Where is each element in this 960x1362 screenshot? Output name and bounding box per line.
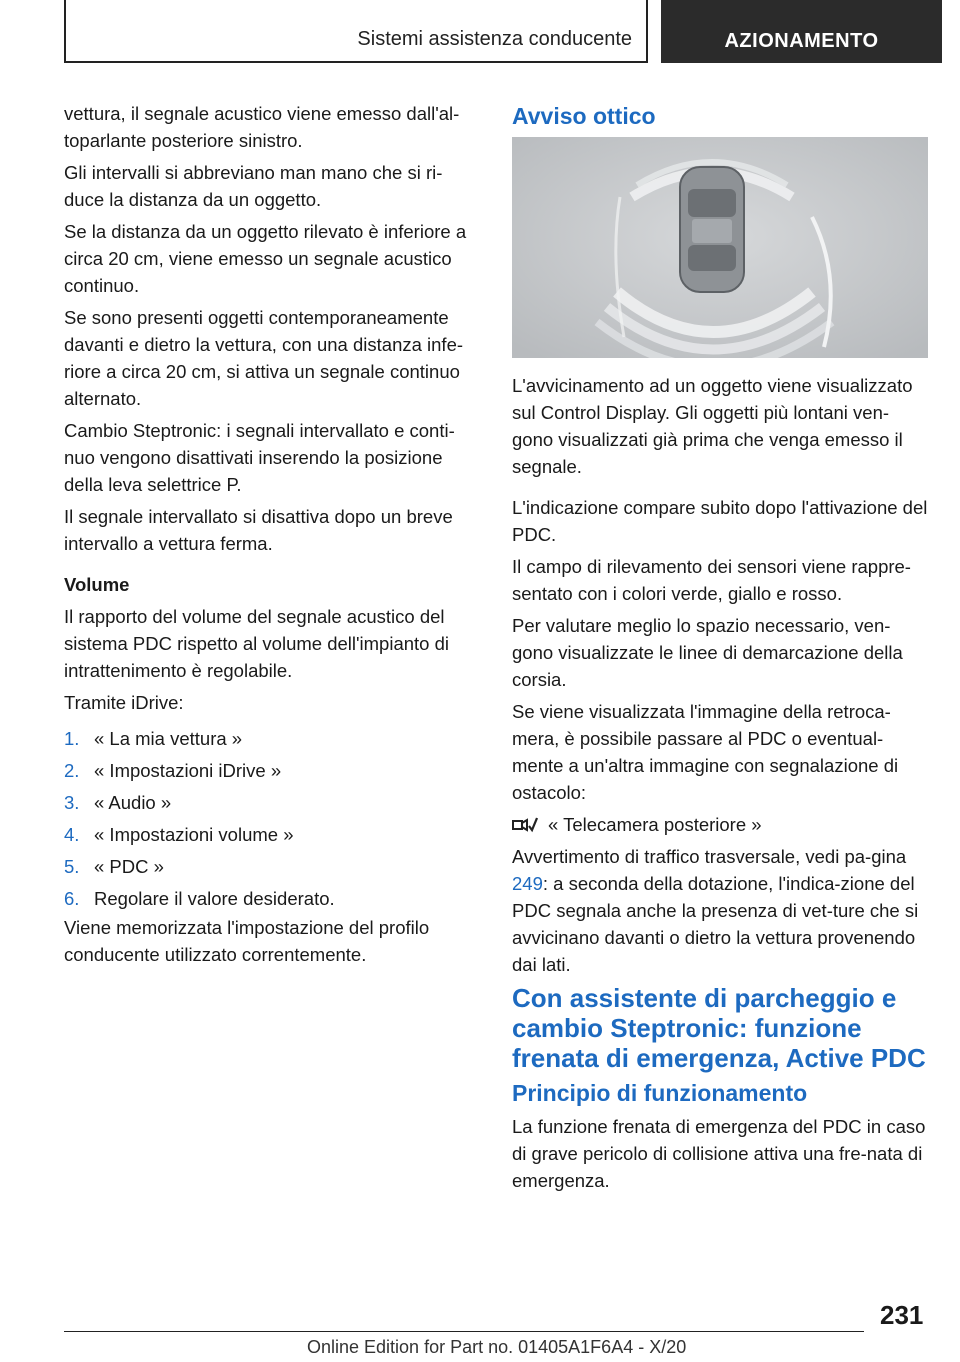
step-text: « Audio »: [94, 791, 172, 813]
paragraph: Il segnale intervallato si disattiva dopo un breve intervallo a vettura ferma.: [64, 506, 453, 554]
paragraph: Il campo di rilevamento dei sensori viene rappre-sentato con i colori verde, giallo e rosso.: [512, 556, 911, 604]
paragraph: [512, 843, 930, 978]
list-item: [64, 754, 476, 786]
list-item: [64, 882, 476, 914]
paragraph: Se viene visualizzata l'immagine della retroca-mera, è possibile passare al PDC o eventual-mente a un'altra immagine con segnalazione di ostacolo:: [512, 701, 899, 803]
step-text: « Impostazioni iDrive »: [94, 759, 282, 781]
paragraph: L'indicazione compare subito dopo l'attivazione del PDC.: [512, 497, 928, 545]
paragraph: Se sono presenti oggetti contemporaneamente davanti e dietro la vettura, con una distanza infe-riore a circa 20 cm, si attiva un segnale continuo alternato.: [64, 307, 464, 409]
header-chapter-title: AZIONAMENTO: [724, 30, 879, 52]
closing-text: Viene memorizzata l'impostazione del profilo conducente utilizzato correntemente.: [64, 917, 430, 965]
paragraph: vettura, il segnale acustico viene emesso dall'al-toparlante posteriore sinistro.: [64, 103, 460, 151]
camera-option-line: [512, 811, 930, 838]
pdc-illustration: [512, 137, 928, 358]
list-item: [64, 722, 476, 754]
left-column: [64, 100, 476, 973]
right-column: [512, 100, 930, 1199]
paragraph: Se la distanza da un oggetto rilevato è inferiore a circa 20 cm, viene emesso un segnale acustico continuo.: [64, 221, 467, 296]
header-chapter-box: [661, 0, 942, 63]
list-item: [64, 818, 476, 850]
step-number: 1.: [64, 727, 80, 749]
cross-traffic-text-end: : a seconda della dotazione, l'indica-zione del PDC segnala anche la presenza di vet-ture che si avvicinano davanti o dietro la vettura provenendo dai lati.: [512, 873, 919, 975]
step-number: 6.: [64, 887, 80, 909]
step-number: 3.: [64, 791, 80, 813]
list-item: [64, 786, 476, 818]
paragraph: Gli intervalli si abbreviano man mano che si ri-duce la distanza da un oggetto.: [64, 162, 443, 210]
step-number: 2.: [64, 759, 80, 781]
camera-option-label: « Telecamera posteriore »: [548, 814, 762, 835]
paragraph: L'avvicinamento ad un oggetto viene visualizzato sul Control Display. Gli oggetti più lontani ven-gono visualizzati già prima che venga emesso il segnale.: [512, 375, 913, 477]
page-number: 231: [880, 1300, 924, 1330]
avviso-ottico-heading: Avviso ottico: [512, 103, 656, 129]
idrive-intro: Tramite iDrive:: [64, 692, 184, 713]
header-section-box: [64, 0, 648, 63]
cross-traffic-text-start: Avvertimento di traffico trasversale, vedi pa-gina: [512, 846, 907, 867]
subsection-title: Principio di funzionamento: [512, 1080, 808, 1106]
volume-text: Il rapporto del volume del segnale acustico del sistema PDC rispetto al volume dell'impianto di intrattenimento è regolabile.: [64, 606, 449, 681]
section-title: Con assistente di parcheggio e cambio Steptronic: funzione frenata di emergenza, Active PDC: [512, 983, 926, 1073]
step-number: 5.: [64, 855, 80, 877]
step-text: Regolare il valore desiderato.: [94, 887, 335, 909]
step-number: 4.: [64, 823, 80, 845]
footer-edition: Online Edition for Part no. 01405A1F6A4 - X/20: [307, 1337, 687, 1357]
step-text: « Impostazioni volume »: [94, 823, 294, 845]
header-section-title: Sistemi assistenza conducente: [357, 28, 632, 50]
idrive-steps-list: [64, 722, 476, 914]
paragraph: Cambio Steptronic: i segnali intervallato e conti-nuo vengono disattivati inserendo la posizione della leva selettrice P.: [64, 420, 455, 495]
paragraph: La funzione frenata di emergenza del PDC in caso di grave pericolo di collisione attiva una fre-nata di emergenza.: [512, 1116, 926, 1191]
rear-camera-icon: [512, 814, 538, 836]
step-text: « La mia vettura »: [94, 727, 243, 749]
volume-heading: Volume: [64, 574, 130, 595]
car-top-view-image: [512, 137, 928, 358]
paragraph: Per valutare meglio lo spazio necessario, ven-gono visualizzate le linee di demarcazione della corsia.: [512, 615, 903, 690]
list-item: [64, 850, 476, 882]
step-text: « PDC »: [94, 855, 164, 877]
page-link-249[interactable]: 249: [512, 873, 543, 894]
footer-divider: [64, 1331, 864, 1332]
